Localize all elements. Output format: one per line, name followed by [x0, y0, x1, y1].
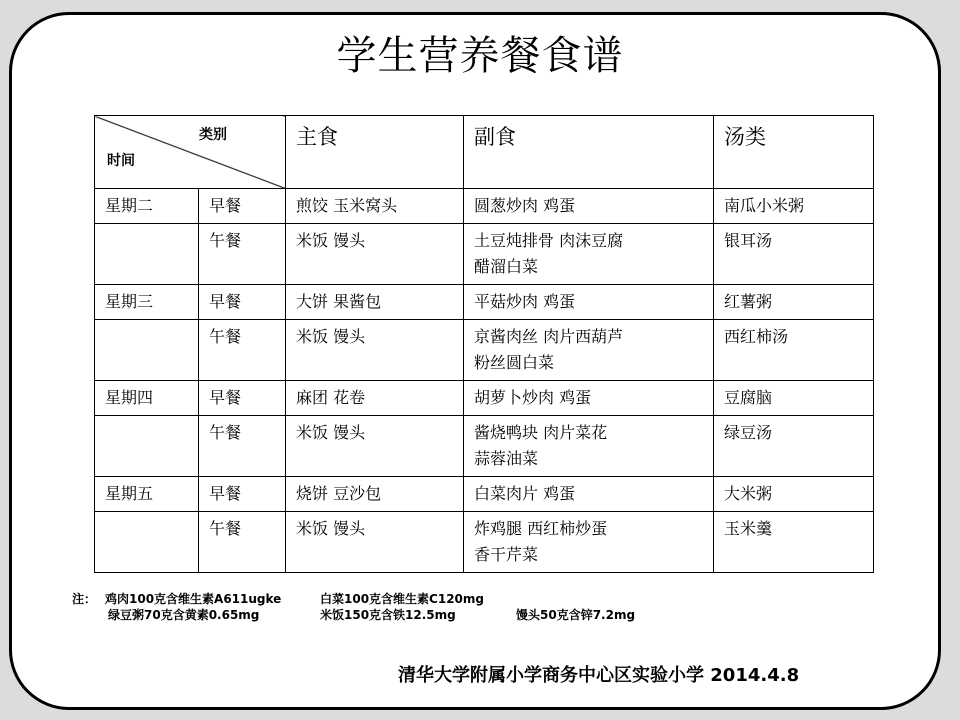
day-cell: 星期四	[95, 381, 199, 416]
side-cell: 白菜肉片 鸡蛋	[464, 477, 714, 512]
soup-cell: 玉米羹	[714, 512, 874, 573]
staple-cell: 米饭 馒头	[286, 224, 464, 285]
table-row	[95, 416, 874, 477]
meal-cell: 早餐	[199, 381, 286, 416]
day-cell	[95, 512, 199, 573]
meal-cell: 午餐	[199, 320, 286, 381]
table-row	[95, 477, 874, 512]
menu-table	[94, 115, 874, 573]
table-row	[95, 381, 874, 416]
soup-cell: 大米粥	[714, 477, 874, 512]
soup-cell: 银耳汤	[714, 224, 874, 285]
staple-cell: 米饭 馒头	[286, 512, 464, 573]
staple-cell: 煎饺 玉米窝头	[286, 189, 464, 224]
page-title: 学生营养餐食谱	[336, 33, 624, 79]
staple-cell: 米饭 馒头	[286, 320, 464, 381]
table-row	[95, 512, 874, 573]
side-cell: 酱烧鸭块 肉片菜花 蒜蓉油菜	[464, 416, 714, 477]
footer-school-date: 清华大学附属小学商务中心区实验小学 2014.4.8	[398, 665, 800, 686]
side-cell: 胡萝卜炒肉 鸡蛋	[464, 381, 714, 416]
header-row	[95, 116, 874, 189]
staple-cell: 烧饼 豆沙包	[286, 477, 464, 512]
meal-cell: 午餐	[199, 224, 286, 285]
soup-cell: 南瓜小米粥	[714, 189, 874, 224]
column-header-side: 副食	[464, 116, 714, 189]
day-cell	[95, 416, 199, 477]
day-cell: 星期五	[95, 477, 199, 512]
side-cell: 平菇炒肉 鸡蛋	[464, 285, 714, 320]
meal-cell: 午餐	[199, 416, 286, 477]
staple-cell: 大饼 果酱包	[286, 285, 464, 320]
soup-cell: 西红柿汤	[714, 320, 874, 381]
side-cell: 土豆炖排骨 肉沫豆腐 醋溜白菜	[464, 224, 714, 285]
diagonal-header-cell	[95, 116, 286, 189]
note-item: 米饭150克含铁12.5mg	[320, 608, 456, 622]
meal-cell: 早餐	[199, 477, 286, 512]
staple-cell: 麻团 花卷	[286, 381, 464, 416]
table-row	[95, 320, 874, 381]
note-item: 鸡肉100克含维生素A611ugke	[105, 592, 282, 606]
table-row	[95, 285, 874, 320]
column-header-soup: 汤类	[714, 116, 874, 189]
meal-cell: 早餐	[199, 285, 286, 320]
staple-cell: 米饭 馒头	[286, 416, 464, 477]
side-cell: 炸鸡腿 西红柿炒蛋 香干芹菜	[464, 512, 714, 573]
meal-cell: 午餐	[199, 512, 286, 573]
note-item: 绿豆粥70克含黄素0.65mg	[108, 608, 260, 622]
time-label: 时间	[107, 153, 135, 169]
note-item: 白菜100克含维生素C120mg	[320, 592, 484, 606]
table-row	[95, 224, 874, 285]
category-label: 类别	[199, 127, 227, 143]
meal-cell: 早餐	[199, 189, 286, 224]
column-header-staple: 主食	[286, 116, 464, 189]
soup-cell: 豆腐脑	[714, 381, 874, 416]
side-cell: 京酱肉丝 肉片西葫芦 粉丝圆白菜	[464, 320, 714, 381]
note-item: 馒头50克含锌7.2mg	[516, 608, 636, 622]
soup-cell: 红薯粥	[714, 285, 874, 320]
soup-cell: 绿豆汤	[714, 416, 874, 477]
side-cell: 圆葱炒肉 鸡蛋	[464, 189, 714, 224]
day-cell: 星期三	[95, 285, 199, 320]
day-cell	[95, 224, 199, 285]
day-cell	[95, 320, 199, 381]
table-row	[95, 189, 874, 224]
day-cell: 星期二	[95, 189, 199, 224]
notes-prefix: 注：	[72, 592, 97, 606]
